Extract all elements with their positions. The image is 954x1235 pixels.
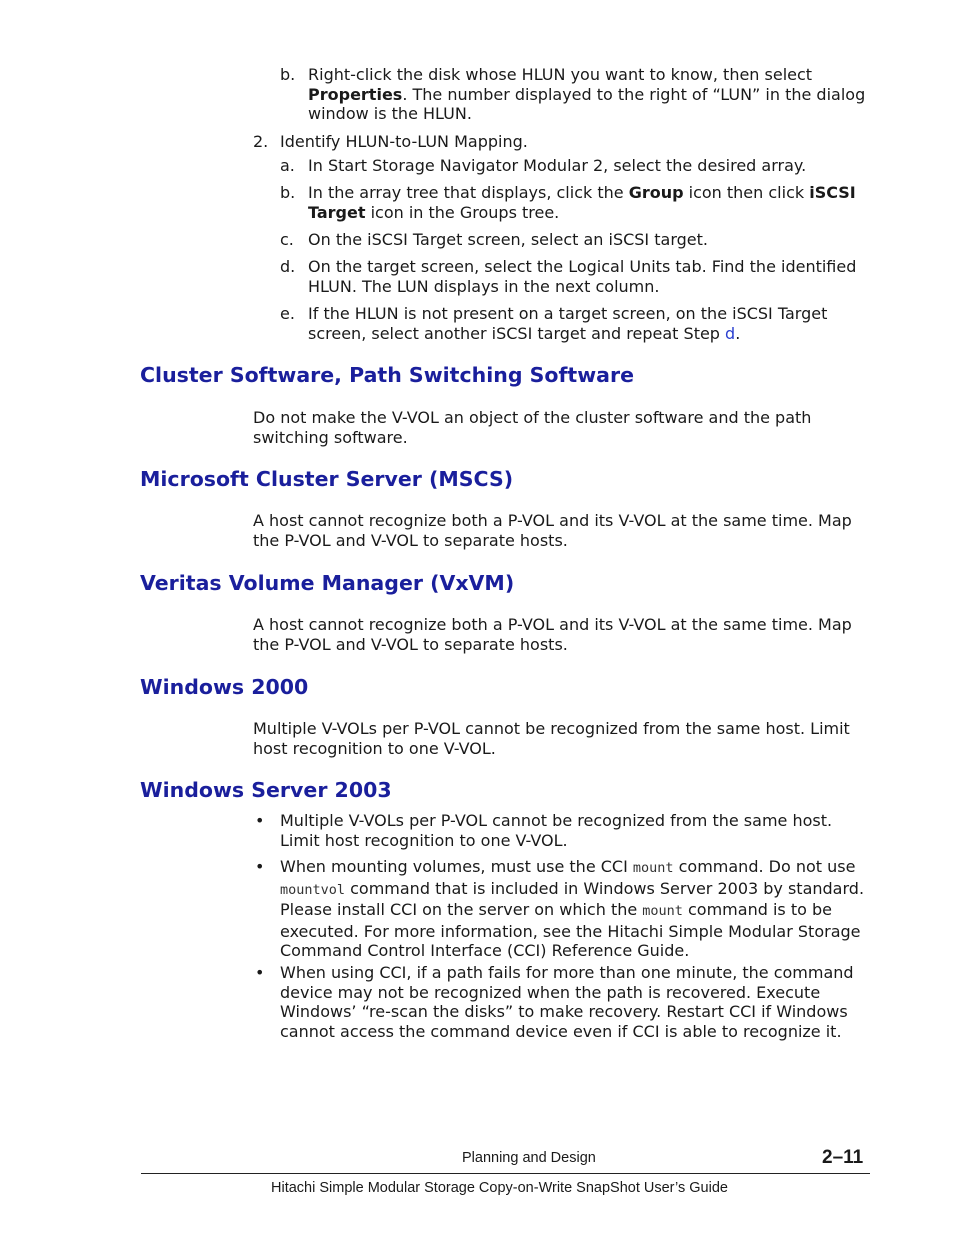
heading-windows-server-2003: Windows Server 2003 — [140, 778, 392, 802]
footer-guide-title: Hitachi Simple Modular Storage Copy-on-Write SnapShot User’s Guide — [271, 1180, 728, 1196]
step-2-marker: 2. — [253, 132, 269, 151]
step-a-text: In Start Storage Navigator Modular 2, select the desired array. — [308, 156, 807, 175]
code-mount-2: mount — [642, 903, 683, 920]
step-2-text: Identify HLUN-to-LUN Mapping. — [280, 132, 528, 151]
bullet-1-marker: • — [255, 811, 265, 830]
step-b-marker: b. — [280, 65, 296, 84]
bullet-2-text: When mounting volumes, must use the CCI mount command. Do not use mountvol command that is included in Windows Server 2003 by standard. Please install CCI on the server on which the mount command is to be executed. For more information, see the Hitachi Simple Modular Storage Command Control Interface (CCI) Reference Guide. — [280, 857, 865, 961]
heading-vxvm: Veritas Volume Manager (VxVM) — [140, 571, 515, 595]
step-c-text: On the iSCSI Target screen, select an iSCSI target. — [308, 230, 708, 249]
vxvm-body: A host cannot recognize both a P-VOL and its V-VOL at the same time. Map the P-VOL and V-VOL to separate hosts. — [253, 615, 852, 654]
heading-windows-2000: Windows 2000 — [140, 675, 309, 699]
step-a-marker: a. — [280, 156, 295, 175]
code-mount: mount — [632, 860, 674, 876]
code-mountvol: mountvol — [280, 881, 346, 898]
step-e-marker: e. — [280, 304, 295, 323]
step-b2-text: In the array tree that displays, click the Group icon then click iSCSI Target icon in the Groups tree. — [308, 183, 856, 222]
footer-page-number: 2–11 — [822, 1147, 864, 1168]
step-e-text: If the HLUN is not present on a target screen, on the iSCSI Target screen, select another iSCSI target and repeat Step d. — [308, 304, 828, 343]
footer-divider — [141, 1173, 870, 1174]
bullet-1-text: Multiple V-VOLs per P-VOL cannot be recognized from the same host. Limit host recognition to one V-VOL. — [280, 811, 833, 850]
heading-mscs: Microsoft Cluster Server (MSCS) — [140, 467, 514, 491]
bullet-3-marker: • — [255, 963, 265, 982]
bullet-3-text: When using CCI, if a path fails for more than one minute, the command device may not be recognized when the path is recovered. Execute Windows’ “re-scan the disks” to make recovery. Restart CCI if Windows cannot access the command device even if CCI is able to recognize it. — [280, 963, 854, 1041]
bullet-2-marker: • — [255, 857, 265, 876]
cluster-body: Do not make the V-VOL an object of the cluster software and the path switching software. — [253, 408, 812, 447]
footer-chapter: Planning and Design — [462, 1150, 596, 1166]
step-d-link[interactable]: d — [725, 323, 736, 343]
heading-cluster-software: Cluster Software, Path Switching Software — [140, 363, 634, 387]
step-d-text: On the target screen, select the Logical Units tab. Find the identified HLUN. The LUN displays in the next column. — [308, 257, 857, 296]
mscs-body: A host cannot recognize both a P-VOL and its V-VOL at the same time. Map the P-VOL and V-VOL to separate hosts. — [253, 511, 852, 550]
step-c-marker: c. — [280, 230, 294, 249]
win2000-body: Multiple V-VOLs per P-VOL cannot be recognized from the same host. Limit host recognition to one V-VOL. — [253, 719, 850, 758]
step-b-text: Right-click the disk whose HLUN you want to know, then select Properties. The number displayed to the right of “LUN” in the dialog window is the HLUN. — [308, 65, 866, 124]
step-d-marker: d. — [280, 257, 296, 276]
step-b2-marker: b. — [280, 183, 296, 202]
